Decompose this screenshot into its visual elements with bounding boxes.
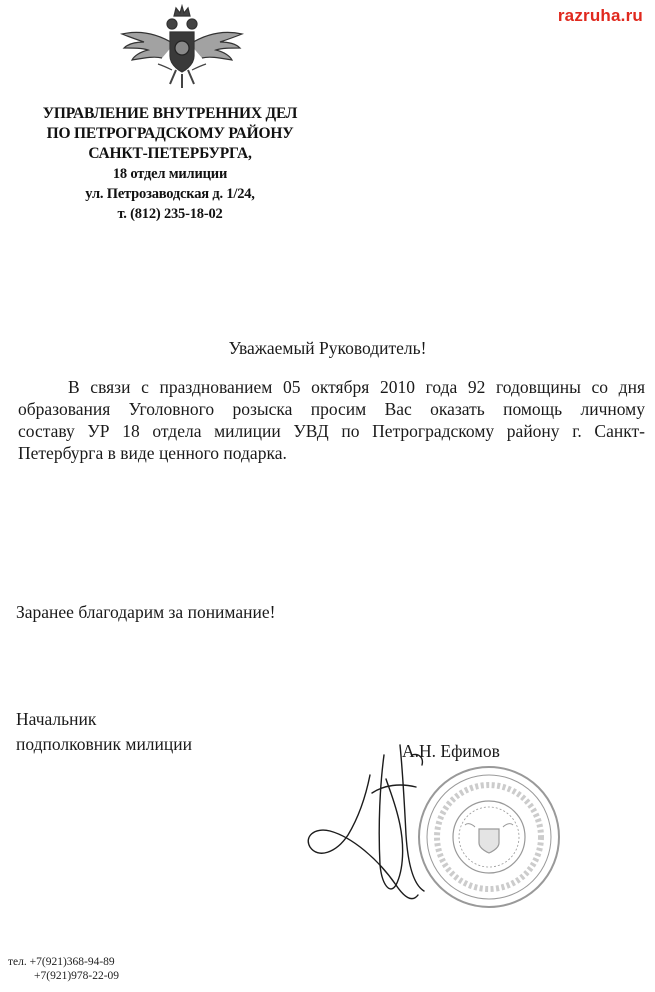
phone-label: тел. xyxy=(8,956,27,968)
letterhead-line: т. (812) 235-18-02 xyxy=(117,206,223,222)
position-line: Начальник xyxy=(16,709,97,729)
phone-row xyxy=(8,969,119,983)
signer-name: А.Н. Ефимов xyxy=(402,741,500,761)
body-line: В связи с празднованием 05 октября 2010 года 92 годовщины со дня xyxy=(68,377,645,397)
body-line: образования Уголовного розыска просим Вас оказать помощь личному xyxy=(18,399,645,419)
signer-position xyxy=(16,707,192,757)
letter-greeting: Уважаемый Руководитель! xyxy=(228,338,427,358)
body-line: Петербурга в виде ценного подарка. xyxy=(18,443,287,463)
phone-row xyxy=(8,955,119,969)
letterhead-line: УПРАВЛЕНИЕ ВНУТРЕННИХ ДЕЛ xyxy=(42,105,298,122)
phone-number: +7(921)978-22-09 xyxy=(34,970,120,982)
letter-closing: Заранее благодарим за понимание! xyxy=(16,602,276,622)
contact-phones xyxy=(8,955,119,983)
letter-body xyxy=(18,376,645,464)
site-watermark: razruha.ru xyxy=(557,6,643,25)
letterhead-line: 18 отдел милиции xyxy=(112,166,228,182)
letterhead xyxy=(20,104,320,224)
letterhead-line: САНКТ-ПЕТЕРБУРГА, xyxy=(88,145,252,162)
phone-number: +7(921)368-94-89 xyxy=(29,956,115,968)
letterhead-line: ул. Петрозаводская д. 1/24, xyxy=(85,186,255,202)
double-headed-eagle-icon xyxy=(118,4,246,90)
position-line: подполковник милиции xyxy=(16,734,192,754)
letterhead-line: ПО ПЕТРОГРАДСКОМУ РАЙОНУ xyxy=(46,125,294,142)
body-line: составу УР 18 отдела милиции УВД по Петроградскому району г. Санкт- xyxy=(18,421,645,441)
